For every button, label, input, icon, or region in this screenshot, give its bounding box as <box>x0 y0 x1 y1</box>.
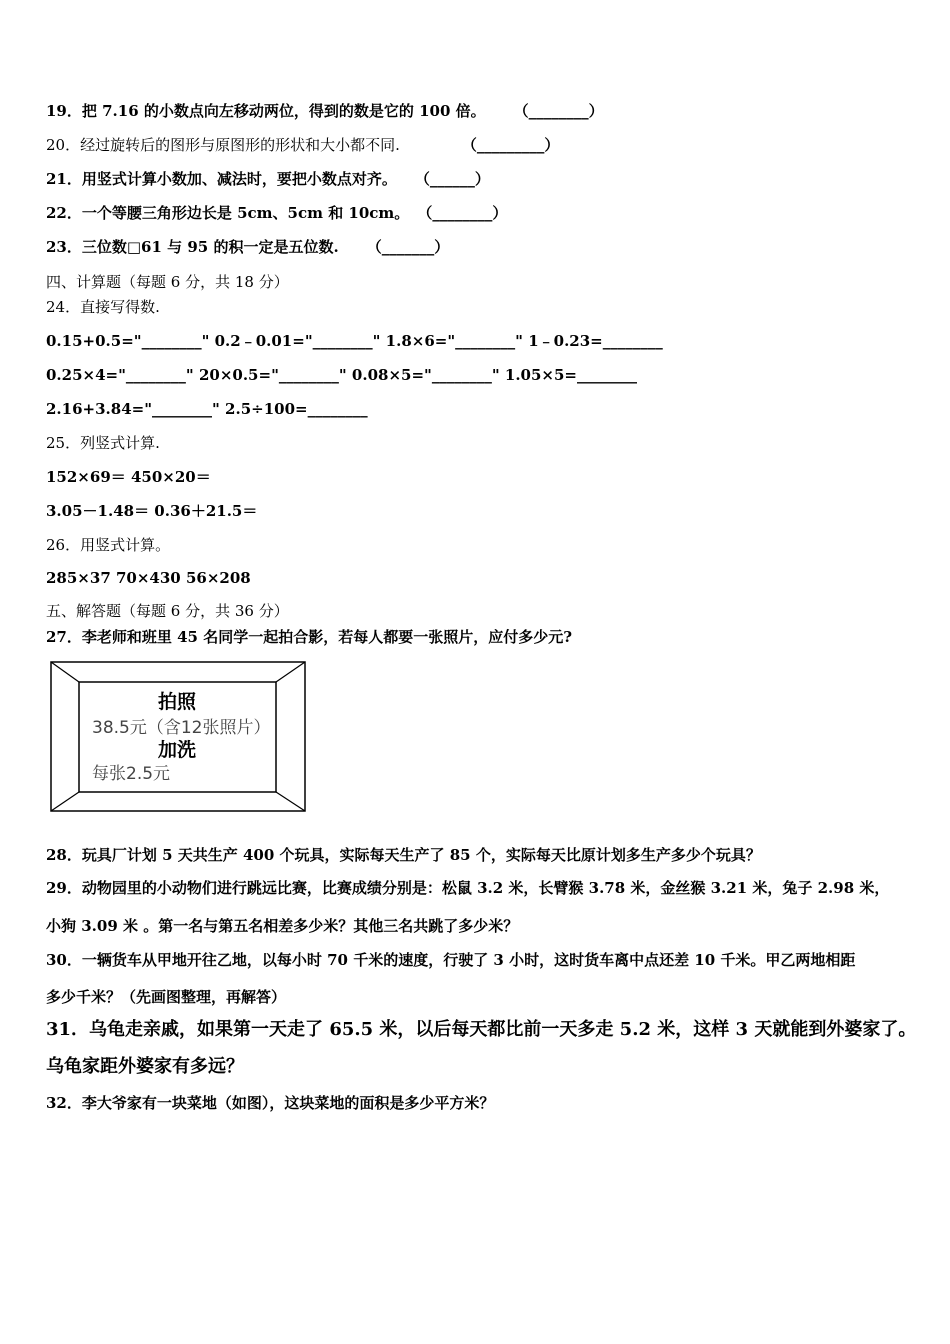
question-29-line-1: 29．动物园里的小动物们进行跳远比赛，比赛成绩分别是：松鼠 3.2 米，长臂猴 3.78 米，金丝猴 3.21 米，兔子 2.98 米， <box>46 879 890 897</box>
question-24-title: 24．直接写得数. <box>46 298 160 316</box>
sign-price-reprint: 每张2.5元 <box>92 764 171 784</box>
sign-price-photo: 38.5元（含12张照片） <box>92 718 271 738</box>
sign-title-photo: 拍照 <box>158 691 197 713</box>
sign-title-reprint: 加洗 <box>158 739 197 761</box>
question-22: 22．一个等腰三角形边长是 5cm、5cm 和 10cm。 （________） <box>46 204 508 222</box>
question-24-row-2: 0.25×4="________" 20×0.5="________" 0.08×5="________" 1.05×5=________ <box>46 366 637 384</box>
question-25-row-1: 152×69＝ 450×20＝ <box>46 468 211 486</box>
question-32: 32．李大爷家有一块菜地（如图），这块菜地的面积是多少平方米？ <box>46 1094 495 1112</box>
question-24-row-3: 2.16+3.84="________" 2.5÷100=________ <box>46 400 368 418</box>
question-19: 19．把 7.16 的小数点向左移动两位，得到的数是它的 100 倍。 （________） <box>46 102 604 120</box>
question-25-title: 25．列竖式计算. <box>46 434 160 452</box>
question-25-row-2: 3.05－1.48＝ 0.36＋21.5＝ <box>46 502 258 520</box>
question-27: 27．李老师和班里 45 名同学一起拍合影，若每人都要一张照片，应付多少元? <box>46 628 572 646</box>
photo-price-sign <box>50 661 306 812</box>
question-21: 21．用竖式计算小数加、减法时，要把小数点对齐。 （______） <box>46 170 490 188</box>
question-24-row-1: 0.15+0.5="________" 0.2﹣0.01="________" 1.8×6="________" 1﹣0.23=________ <box>46 332 663 350</box>
question-31-line-2: 乌龟家距外婆家有多远？ <box>46 1056 244 1077</box>
question-26-row-1: 285×37 70×430 56×208 <box>46 569 251 587</box>
question-30-line-1: 30．一辆货车从甲地开往乙地，以每小时 70 千米的速度，行驶了 3 小时，这时货车离中点还差 10 千米。甲乙两地相距 <box>46 951 856 969</box>
question-31-line-1: 31．乌龟走亲戚，如果第一天走了 65.5 米，以后每天都比前一天多走 5.2 米，这样 3 天就能到外婆家了。 <box>46 1019 917 1040</box>
question-23: 23．三位数□61 与 95 的积一定是五位数. （_______） <box>46 238 450 256</box>
section-5-heading: 五、解答题（每题 6 分，共 36 分） <box>46 602 289 620</box>
question-28: 28．玩具厂计划 5 天共生产 400 个玩具，实际每天生产了 85 个，实际每天比原计划多生产多少个玩具？ <box>46 846 761 864</box>
question-30-line-2: 多少千米？（先画图整理，再解答） <box>46 988 287 1006</box>
question-29-line-2: 小狗 3.09 米 。第一名与第五名相差多少米？其他三名共跳了多少米？ <box>46 917 519 935</box>
section-4-heading: 四、计算题（每题 6 分，共 18 分） <box>46 273 289 291</box>
question-26-title: 26．用竖式计算。 <box>46 536 171 554</box>
question-20: 20．经过旋转后的图形与原图形的形状和大小都不同. （_________） <box>46 136 560 154</box>
